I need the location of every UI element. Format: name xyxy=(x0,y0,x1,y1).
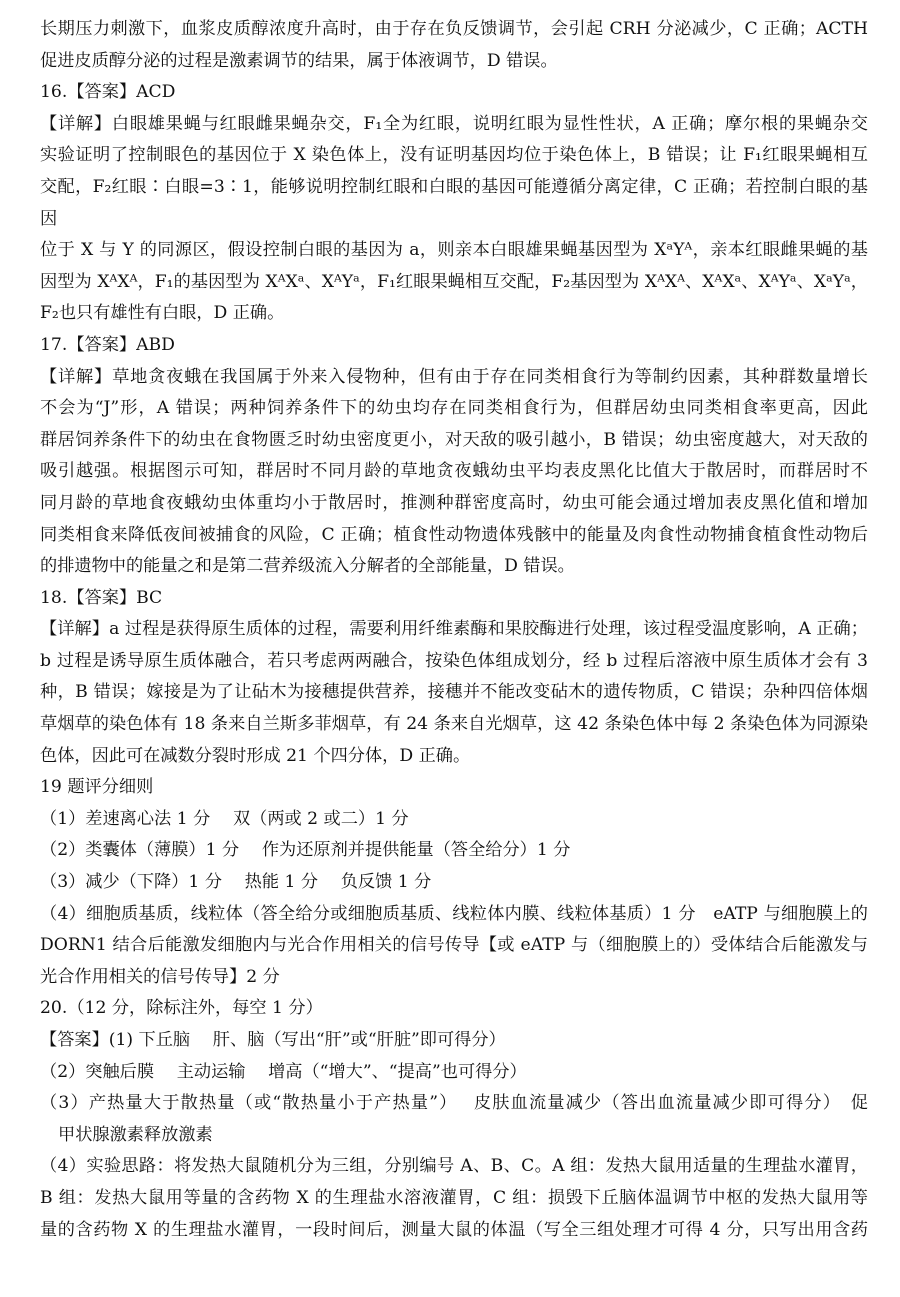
text-line: 促进皮质醇分泌的过程是激素调节的结果，属于体液调节，D 错误。 xyxy=(40,50,558,71)
text-line: 不会为“J”形，A 错误；两种饲养条件下的幼虫均存在同类相食行为，但群居幼虫同类相食率更高，因此 xyxy=(40,398,868,419)
text-line: 吸引越强。根据图示可知，群居时不同月龄的草地贪夜蛾幼虫平均表皮黑化比值大于散居时，而群居时不 xyxy=(40,461,868,482)
answer-line: 甲状腺激素释放激素 xyxy=(58,1124,213,1145)
text-line: 【详解】a 过程是获得原生质体的过程，需要利用纤维素酶和果胶酶进行处理，该过程受温度影响，A 正确； xyxy=(40,619,868,640)
answer-line: （3）产热量大于散热量（或“散热量小于产热量”） 皮肤血流量减少（答出血流量减少即可得分） 促 xyxy=(40,1093,868,1114)
text-line: 草烟草的染色体有 18 条来自兰斯多菲烟草，有 24 条来自光烟草，这 42 条染色体中每 2 条染色体为同源染 xyxy=(40,714,868,735)
scoring-line: （1）差速离心法 1 分 双（两或 2 或二）1 分 xyxy=(40,808,409,829)
text-line: B 组：发热大鼠用等量的含药物 X 的生理盐水溶液灌胃，C 组：损毁下丘脑体温调节中枢的发热大鼠用等 xyxy=(40,1187,868,1208)
text-line: 同月龄的草地食夜蛾幼虫体重均小于散居时，推测种群密度高时，幼虫可能会通过增加表皮黑化值和增加 xyxy=(40,492,868,513)
question-answer-heading: 17.【答案】ABD xyxy=(40,334,175,355)
text-line: b 过程是诱导原生质体融合，若只考虑两两融合，按染色体组成划分，经 b 过程后溶液中原生质体才会有 3 xyxy=(40,650,868,671)
text-line: 种，B 错误；嫁接是为了让砧木为接穗提供营养，接穗并不能改变砧木的遗传物质，C 错误；杂种四倍体烟 xyxy=(40,682,868,703)
text-line: 【详解】白眼雄果蝇与红眼雌果蝇杂交，F₁全为红眼，说明红眼为显性性状，A 正确；摩尔根的果蝇杂交 xyxy=(40,113,868,134)
answer-line: （4）实验思路：将发热大鼠随机分为三组，分别编号 A、B、C。A 组：发热大鼠用适量的生理盐水灌胃， xyxy=(40,1156,868,1177)
text-line: 因型为 XᴬXᴬ，F₁的基因型为 XᴬXᵃ、XᴬYᵃ，F₁红眼果蝇相互交配，F₂基因型为 XᴬXᴬ、XᴬXᵃ、XᴬYᵃ、XᵃYᵃ， xyxy=(40,271,868,292)
text-line: 量的含药物 X 的生理盐水灌胃，一段时间后，测量大鼠的体温（写全三组处理才可得 4 分，只写出用含药 xyxy=(40,1219,868,1240)
scoring-line: （2）类囊体（薄膜）1 分 作为还原剂并提供能量（答全给分）1 分 xyxy=(40,840,571,861)
answer-line: 【答案】(1) 下丘脑 肝、脑（写出“肝”或“肝脏”即可得分） xyxy=(40,1030,506,1050)
text-line: 同类相食来降低夜间被捕食的风险，C 正确；植食性动物遗体残骸中的能量及肉食性动物捕食植食性动物后 xyxy=(40,524,868,545)
text-line: 交配，F₂红眼∶白眼=3∶1，能够说明控制红眼和白眼的基因可能遵循分离定律，C 正确；若控制白眼的基因 xyxy=(40,176,868,229)
text-line: 色体，因此可在减数分裂时形成 21 个四分体，D 正确。 xyxy=(40,745,471,766)
text-line: 【详解】草地贪夜蛾在我国属于外来入侵物种，但有由于存在同类相食行为等制约因素，其种群数量增长 xyxy=(40,366,868,387)
scoring-heading: 19 题评分细则 xyxy=(40,777,154,798)
answer-line: （2）突触后膜 主动运输 增高（“增大”、“提高”也可得分） xyxy=(40,1061,527,1082)
text-line: 群居饲养条件下的幼虫在食物匮乏时幼虫密度更小，对天敌的吸引越小，B 错误；幼虫密度越大，对天敌的 xyxy=(40,429,868,450)
text-line: 光合作用相关的信号传导】2 分 xyxy=(40,966,280,987)
text-line: F₂也只有雄性有白眼，D 正确。 xyxy=(40,303,285,324)
text-line: 位于 X 与 Y 的同源区，假设控制白眼的基因为 a，则亲本白眼雄果蝇基因型为 XᵃYᴬ，亲本红眼雌果蝇的基 xyxy=(40,240,868,261)
text-line: DORN1 结合后能激发细胞内与光合作用相关的信号传导【或 eATP 与（细胞膜上的）受体结合后能激发与 xyxy=(40,935,868,956)
text-line: 的排遗物中的能量之和是第二营养级流入分解者的全部能量，D 错误。 xyxy=(40,556,575,577)
text-line: 长期压力刺激下，血浆皮质醇浓度升高时，由于存在负反馈调节，会引起 CRH 分泌减少，C 正确；ACTH xyxy=(40,19,868,39)
scoring-line: （3）减少（下降）1 分 热能 1 分 负反馈 1 分 xyxy=(40,872,432,893)
text-line: 实验证明了控制眼色的基因位于 X 染色体上，没有证明基因均位于染色体上，B 错误；让 F₁红眼果蝇相互 xyxy=(40,145,868,166)
question-answer-heading: 18.【答案】BC xyxy=(40,587,163,608)
answer-text-body xyxy=(40,14,868,1246)
question-answer-heading: 16.【答案】ACD xyxy=(40,82,176,103)
scoring-line: （4）细胞质基质，线粒体（答全给分或细胞质基质、线粒体内膜、线粒体基质）1 分 eATP 与细胞膜上的 xyxy=(40,903,868,924)
question-answer-heading: 20.（12 分，除标注外，每空 1 分） xyxy=(40,998,323,1019)
